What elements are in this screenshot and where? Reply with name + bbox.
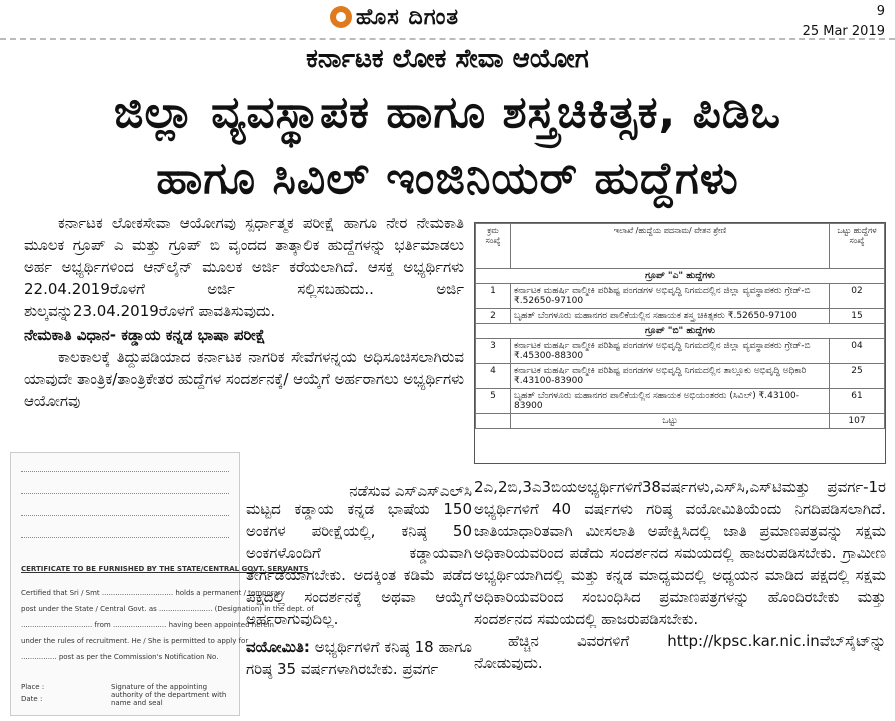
form-divider — [21, 537, 229, 538]
row-count: 15 — [830, 309, 885, 324]
row-count: 25 — [830, 364, 885, 389]
headline-line-2: ಹಾಗೂ ಸಿವಿಲ್ ಇಂಜಿನಿಯರ್ ಹುದ್ದೆಗಳು — [156, 153, 739, 204]
group-a-header: ಗ್ರೂಪ್ "ಎ" ಹುದ್ದೆಗಳು — [476, 269, 885, 284]
table-row — [476, 364, 885, 389]
form-date: Date : — [21, 695, 43, 703]
row-no: 5 — [476, 389, 511, 414]
form-line-1: Certified that Sri / Smt ................................ holds a permanent / temporary — [21, 589, 285, 597]
row-no: 4 — [476, 364, 511, 389]
eligibility-continued: ಮಟ್ಟದ ಕಡ್ಡಾಯ ಕನ್ನಡ ಭಾಷೆಯ 150 ಅಂಕಗಳ ಪರೀಕ್ಷೆಯಲ್ಲಿ, ಕನಿಷ್ಠ 50 ಅಂಕಗಳೊಂದಿಗೆ ಕಡ್ಡಾಯವಾಗಿ ತೇರ್ಗಡೆಯಾಗಬೇಕು. ಅದಕ್ಕಿಂತ ಕಡಿಮೆ ಪಡೆದ ಪಕ್ಷದಲ್ಲಿ ಸಂದರ್ಶನಕ್ಕೆ ಅಥವಾ ಆಯ್ಕೆಗೆ ಅರ್ಹರಾಗುವುದಿಲ್ಲ. — [246, 500, 472, 628]
row-desc: ಕರ್ನಾಟಕ ಮಹರ್ಷಿ ವಾಲ್ಮೀಕಿ ಪರಿಶಿಷ್ಟ ಪಂಗಡಗಳ ಅಭಿವೃದ್ಧಿ ನಿಗಮದಲ್ಲಿನ ತಾಲ್ಲೂಕು ಅಭಿವೃದ್ಧಿ ಅಧಿಕಾರಿ ₹.43100-83900 — [511, 364, 830, 389]
kicker: ಕರ್ನಾಟಕ ಲೋಕ ಸೇವಾ ಆಯೋಗ — [306, 44, 589, 74]
table-row — [476, 309, 885, 324]
total-label: ಒಟ್ಟು — [511, 414, 830, 429]
mid-column-top: ನಡೆಸುವ ಎಸ್‌ಎಸ್‌ಎಲ್‌ಸಿ — [349, 482, 472, 500]
top-divider — [0, 38, 895, 40]
newspaper-name: ಹೊಸ ದಿಗಂತ — [356, 4, 460, 30]
age-label: ವಯೋಮಿತಿ: — [246, 638, 310, 656]
form-line-5: ................ post as per the Commission's Notification No. — [21, 653, 219, 661]
form-divider — [21, 471, 229, 472]
col-header-count: ಒಟ್ಟು ಹುದ್ದೆಗಳ ಸಂಖ್ಯೆ — [830, 224, 885, 269]
table-total-row — [476, 414, 885, 429]
newspaper-logo-icon — [330, 6, 352, 28]
col-header-post: ಇಲಾಖೆ /ಹುದ್ದೆಯ ಪದನಾಮ/ ವೇತನ ಶ್ರೇಣಿ — [511, 224, 830, 269]
form-divider — [21, 515, 229, 516]
row-no: 3 — [476, 339, 511, 364]
page-number: 9 — [876, 4, 885, 19]
row-count: 04 — [830, 339, 885, 364]
table-row — [476, 389, 885, 414]
age-relaxation-paragraph: 2ಎ,2ಬಿ,3ಎ3ಬಿಯಅಭ್ಯರ್ಥಿಗಳಿಗೆ38ವರ್ಷಗಳು,ಎಸ್‌ಸಿ,ಎಸ್‌ಟಿಮತ್ತು ಪ್ರವರ್ಗ-1ರ ಅಭ್ಯರ್ಥಿಗಳಿಗೆ 40 ವರ್ಷಗಳು ಗರಿಷ್ಠ ವಯೋಮಿತಿಯೆಂದು ನಿಗದಿಪಡಿಸಲಾಗಿದೆ. ಜಾತಿಯಾಧಾರಿತವಾಗಿ ಮೀಸಲಾತಿ ಅಪೇಕ್ಷಿಸಿದಲ್ಲಿ ಜಾತಿ ಪ್ರಮಾಣಪತ್ರವನ್ನು ಸಕ್ಷಮ ಅಧಿಕಾರಿಯವರಿಂದ ಪಡೆದು ಸಂದರ್ಶನದ ಸಮಯದಲ್ಲಿ ಹಾಜರುಪಡಿಸಬೇಕು. ಗ್ರಾಮೀಣ ಅಭ್ಯರ್ಥಿಯಾಗಿದಲ್ಲಿ ಮತ್ತು ಕನ್ನಡ ಮಾಧ್ಯಮದಲ್ಲಿ ಅಧ್ಯಯನ ಮಾಡಿದ ಪಕ್ಷದಲ್ಲಿ ಸಕ್ಷಮ ಅಧಿಕಾರಿಯವರಿಂದ ಸಂಬಂಧಿಸಿದ ಪ್ರಮಾಣಪತ್ರಗಳನ್ನು ಹೊಂದಿರಬೇಕು ಮತ್ತು ಸಂದರ್ಶನದ ಸಮಯದಲ್ಲಿ ಹಾಜರುಪಡಿಸಬೇಕು. — [474, 478, 886, 628]
form-line-3: ................................ from ........................ having been appointed herein — [21, 621, 274, 629]
left-column — [24, 212, 464, 412]
mid-column — [246, 498, 472, 680]
masthead — [330, 2, 560, 32]
form-line-4: under the rules of recruitment. He / She is permitted to apply for — [21, 637, 249, 645]
form-title: CERTIFICATE TO BE FURNISHED BY THE STATE/CENTRAL GOVT. SERVANTS — [21, 565, 309, 573]
col-header-sl: ಕ್ರಮ ಸಂಖ್ಯೆ — [476, 224, 511, 269]
section-subhead: ನೇಮಕಾತಿ ವಿಧಾನ- ಕಡ್ಡಾಯ ಕನ್ನಡ ಭಾಷಾ ಪರೀಕ್ಷೆ — [24, 326, 266, 344]
form-divider — [21, 493, 229, 494]
row-desc: ಬೃಹತ್ ಬೆಂಗಳೂರು ಮಹಾನಗರ ಪಾಲಿಕೆಯಲ್ಲಿನ ಸಹಾಯಕ ಅಭಿಯಂತರರು (ಸಿವಿಲ್) ₹.43100-83900 — [511, 389, 830, 414]
issue-date: 25 Mar 2019 — [802, 24, 885, 39]
row-no: 1 — [476, 284, 511, 309]
headline-line-1: ಜಿಲ್ಲಾ ವ್ಯವಸ್ಥಾಪಕ ಹಾಗೂ ಶಸ್ತ್ರಚಿಕಿತ್ಸಕ, ಪಿಡಿಒ — [113, 87, 782, 138]
row-desc: ಕರ್ನಾಟಕ ಮಹರ್ಷಿ ವಾಲ್ಮೀಕಿ ಪರಿಶಿಷ್ಟ ಪಂಗಡಗಳ ಅಭಿವೃದ್ಧಿ ನಿಗಮದಲ್ಲಿನ ಜಿಲ್ಲಾ ವ್ಯವಸ್ಥಾಪಕರು ಗ್ರೇಡ್-ಬಿ ₹.52650-97100 — [511, 284, 830, 309]
form-line-2: post under the State / Central Govt. as ........................ (Designation) in the dept. of — [21, 605, 314, 613]
total-count: 107 — [830, 414, 885, 429]
table-row — [476, 339, 885, 364]
row-desc: ಕರ್ನಾಟಕ ಮಹರ್ಷಿ ವಾಲ್ಮೀಕಿ ಪರಿಶಿಷ್ಟ ಪಂಗಡಗಳ ಅಭಿವೃದ್ಧಿ ನಿಗಮದಲ್ಲಿನ ಜಿಲ್ಲಾ ವ್ಯವಸ್ಥಾಪಕರು ಗ್ರೇಡ್-ಬಿ ₹.45300-88300 — [511, 339, 830, 364]
row-count: 02 — [830, 284, 885, 309]
eligibility-paragraph: ಕಾಲಕಾಲಕ್ಕೆ ತಿದ್ದುಪಡಿಯಾದ ಕರ್ನಾಟಕ ನಾಗರಿಕ ಸೇವೆಗಳನ್ನಯ ಅಧಿಸೂಚಿಸಲಾಗಿರುವ ಯಾವುದೇ ತಾಂತ್ರಿಕ/ತಾಂತ್ರಿಕೇತರ ಹುದ್ದೆಗಳ ಸಂದರ್ಶನಕ್ಕೆ/ ಆಯ್ಕೆಗೆ ಅರ್ಹರಾಗಲು ಅಭ್ಯರ್ಥಿಗಳು ಆಯೋಗವು — [24, 348, 464, 410]
row-no: 2 — [476, 309, 511, 324]
intro-paragraph: ಕರ್ನಾಟಕ ಲೋಕಸೇವಾ ಆಯೋಗವು ಸ್ಪರ್ಧಾತ್ಮಕ ಪರೀಕ್ಷೆ ಹಾಗೂ ನೇರ ನೇಮಕಾತಿ ಮೂಲಕ ಗ್ರೂಪ್ ಎ ಮತ್ತು ಗ್ರೂಪ್ ಬಿ ವೃಂದದ ತಾತ್ಕಾಲಿಕ ಹುದ್ದೆಗಳನ್ನು ಭರ್ತಿಮಾಡಲು ಅರ್ಹ ಅಭ್ಯರ್ಥಿಗಳಿಂದ ಆನ್‌ಲೈನ್ ಮೂಲಕ ಅರ್ಜಿ ಕರೆಯಲಾಗಿದೆ. ಆಸಕ್ತ ಅಭ್ಯರ್ಥಿಗಳು 22.04.2019ರೊಳಗೆ ಅರ್ಜಿ ಸಲ್ಲಿಸಬಹುದು.. ಅರ್ಜಿ ಶುಲ್ಕವನ್ನು23.04.2019ರೊಳಗೆ ಪಾವತಿಸುವುದು. — [24, 214, 464, 320]
right-column — [474, 476, 886, 674]
vacancy-table — [474, 222, 886, 464]
age-paragraph — [246, 636, 472, 680]
group-b-header: ಗ್ರೂಪ್ "ಬಿ" ಹುದ್ದೆಗಳು — [476, 324, 885, 339]
table-header-row — [476, 224, 885, 269]
form-place: Place : — [21, 683, 45, 691]
row-desc: ಬೃಹತ್ ಬೆಂಗಳೂರು ಮಹಾನಗರ ಪಾಲಿಕೆಯಲ್ಲಿನ ಸಹಾಯಕ ಶಸ್ತ್ರ ಚಿಕಿತ್ಸಕರು ₹.52650-97100 — [511, 309, 830, 324]
row-count: 61 — [830, 389, 885, 414]
age-text: ಅಭ್ಯರ್ಥಿಗಳಿಗೆ ಕನಿಷ್ಠ 18 ಹಾಗೂ ಗರಿಷ್ಠ 35 ವರ್ಷಗಳಾಗಿರಬೇಕು. ಪ್ರವರ್ಗ — [246, 638, 472, 678]
form-signature: Signature of the appointing authority of the department with name and seal — [111, 683, 227, 707]
table-row — [476, 284, 885, 309]
more-info-paragraph: ಹೆಚ್ಚಿನ ವಿವರಗಳಿಗೆ http://kpsc.kar.nic.inವೆಬ್‌ಸೈಟ್‌ನ್ನು ನೋಡುವುದು. — [474, 632, 886, 672]
